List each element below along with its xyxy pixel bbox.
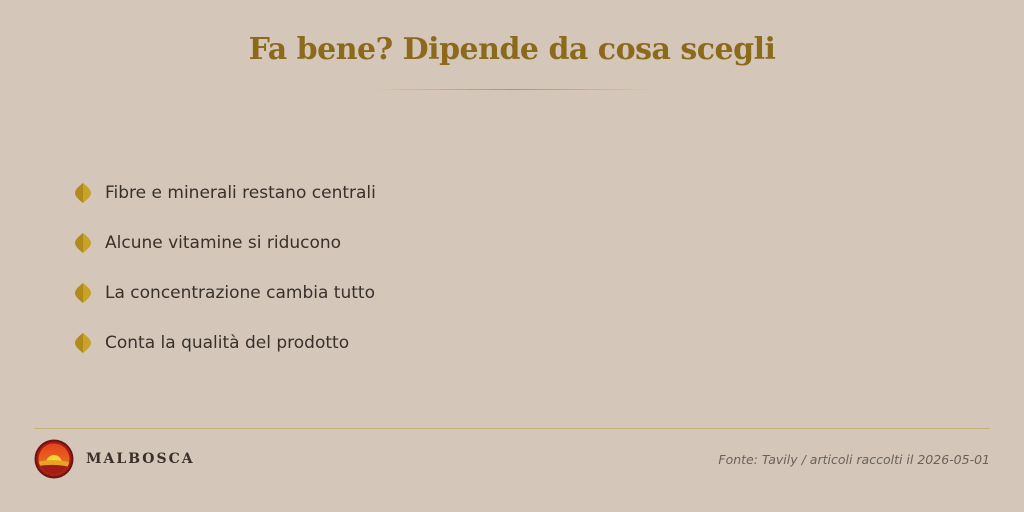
bullet-text: Fibre e minerali restano centrali [105,183,376,203]
list-item [74,218,376,268]
bullet-text: Conta la qualità del prodotto [105,333,350,353]
list-item [74,318,376,368]
title-divider [370,89,654,90]
leaf-icon [74,282,92,304]
slide-title: Fa bene? Dipende da cosa scegli [248,32,776,67]
bullet-text: Alcune vitamine si riducono [105,233,342,253]
leaf-icon [74,332,92,354]
bullet-text: La concentrazione cambia tutto [105,283,375,303]
source-note: Fonte: Tavily / articoli raccolti il 2026-05-01 [718,452,990,467]
sunset-logo-icon [34,439,74,479]
bullet-list [74,168,376,368]
leaf-icon [74,182,92,204]
leaf-icon [74,232,92,254]
brand-name: MALBOSCA [86,451,195,467]
list-item [74,168,376,218]
footer-divider [34,428,990,429]
list-item [74,268,376,318]
